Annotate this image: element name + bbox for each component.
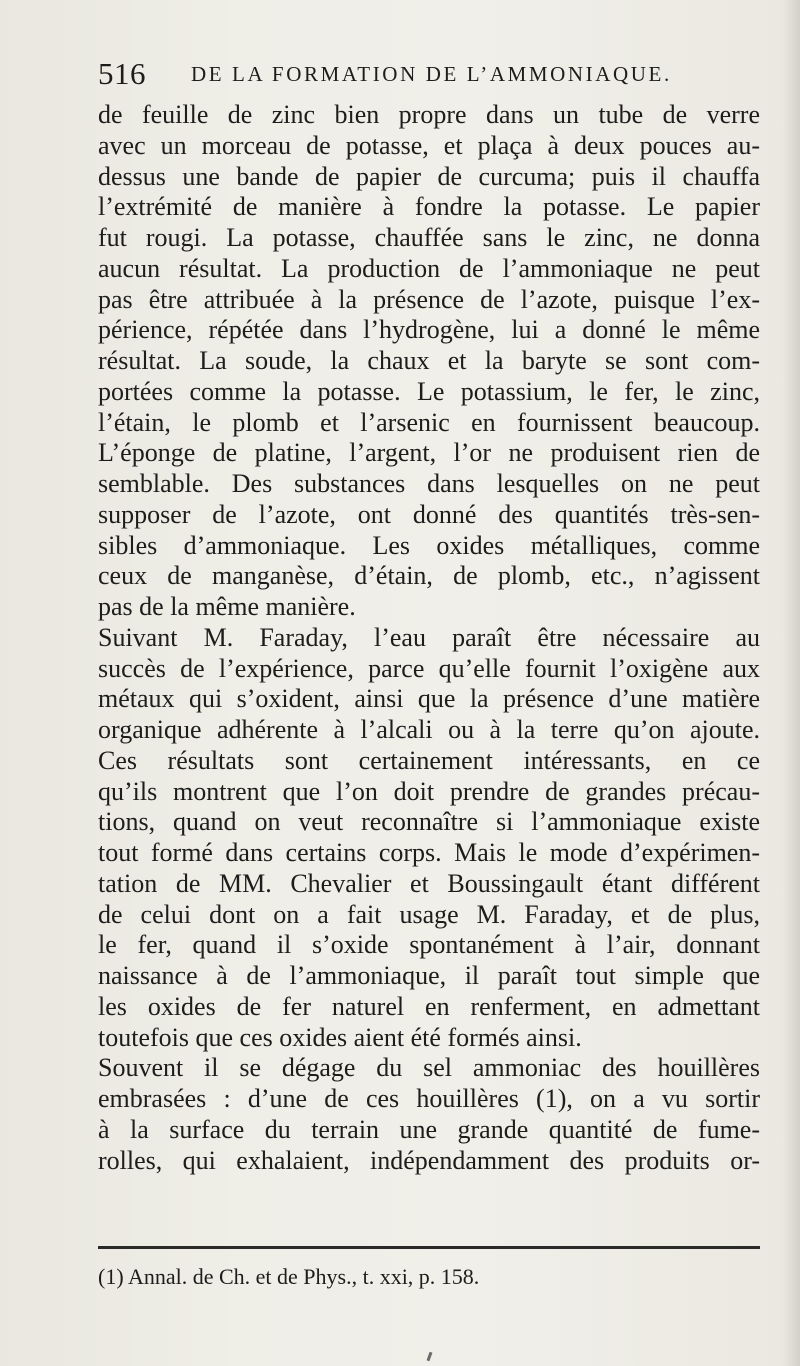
text-line: qu’ils montrent que l’on doit prendre de grandes précau- — [98, 776, 760, 806]
page-number: 516 — [98, 56, 146, 91]
text-line: tation de MM. Chevalier et Boussingault étant différent — [98, 868, 760, 898]
text-line: organique adhérente à l’alcali ou à la terre qu’on ajoute. — [98, 715, 760, 744]
text-line: fut rougi. La potasse, chauffée sans le zinc, ne donna — [98, 223, 760, 252]
text-line: naissance à de l’ammoniaque, il paraît tout simple que — [98, 961, 760, 990]
text-line: aucun résultat. La production de l’ammoniaque ne peut — [98, 253, 760, 283]
page-edge-shadow — [782, 0, 800, 1366]
body-text — [98, 100, 760, 1176]
text-line: tions, quand on veut reconnaître si l’ammoniaque existe — [98, 807, 760, 837]
text-line: succès de l’expérience, parce qu’elle fournit l’oxigène aux — [98, 653, 760, 683]
text-line: métaux qui s’oxident, ainsi que la présence d’une matière — [98, 684, 760, 714]
page-header — [98, 56, 698, 96]
text-line: pas de la même manière. — [98, 592, 356, 621]
text-line: rolles, qui exhalaient, indépendamment des produits or- — [98, 1145, 760, 1175]
text-line: dessus une bande de papier de curcuma; puis il chauffa — [98, 161, 760, 191]
running-head: DE LA FORMATION DE L’AMMONIAQUE. — [191, 62, 672, 86]
text-line: périence, répétée dans l’hydrogène, lui a donné le même — [98, 315, 760, 345]
text-line: sibles d’ammoniaque. Les oxides métalliques, comme — [98, 530, 760, 560]
text-line: à la surface du terrain une grande quantité de fume- — [98, 1114, 760, 1144]
paper-speck — [427, 1352, 433, 1361]
text-line: supposer de l’azote, ont donné des quantités très-sen- — [98, 499, 760, 529]
text-line: L’éponge de platine, l’argent, l’or ne produisent rien de — [98, 438, 760, 468]
footnote: (1) Annal. de Ch. et de Phys., t. xxi, p. 158. — [98, 1264, 480, 1289]
text-line: toutefois que ces oxides aient été formés ainsi. — [98, 1022, 582, 1052]
text-line: de celui dont on a fait usage M. Faraday, et de plus, — [98, 899, 760, 929]
text-line: pas être attribuée à la présence de l’azote, puisque l’ex- — [98, 284, 760, 314]
text-line: portées comme la potasse. Le potassium, le fer, le zinc, — [98, 376, 760, 406]
text-line: embrasées : d’une de ces houillères (1), on a vu sortir — [98, 1084, 760, 1113]
text-line: Souvent il se dégage du sel ammoniac des houillères — [98, 1053, 760, 1083]
text-line: l’extrémité de manière à fondre la potasse. Le papier — [98, 192, 760, 222]
text-line: avec un morceau de potasse, et plaça à deux pouces au- — [98, 130, 760, 160]
text-line: semblable. Des substances dans lesquelles on ne peut — [98, 469, 760, 498]
text-line: ceux de manganèse, d’étain, de plomb, etc., n’agissent — [98, 561, 760, 591]
text-line: de feuille de zinc bien propre dans un tube de verre — [98, 100, 760, 129]
text-line: tout formé dans certains corps. Mais le mode d’expérimen- — [98, 838, 760, 867]
text-line: le fer, quand il s’oxide spontanément à l’air, donnant — [98, 930, 760, 960]
text-line: l’étain, le plomb et l’arsenic en fournissent beaucoup. — [98, 407, 760, 437]
text-line: Ces résultats sont certainement intéressants, en ce — [98, 745, 760, 775]
text-line: Suivant M. Faraday, l’eau paraît être nécessaire au — [98, 622, 760, 652]
text-line: les oxides de fer naturel en renferment, en admettant — [98, 991, 760, 1021]
text-line: résultat. La soude, la chaux et la baryte se sont com- — [98, 346, 760, 375]
footnote-rule — [98, 1246, 760, 1249]
